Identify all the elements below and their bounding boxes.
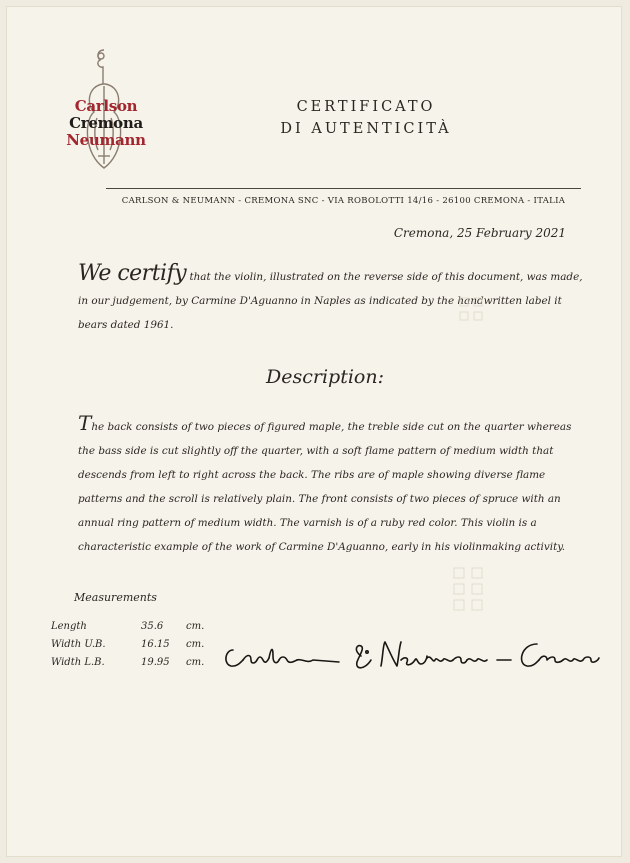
title-line-2: DI AUTENTICITÀ <box>280 121 452 137</box>
measurement-unit: cm. <box>186 639 205 650</box>
company-logo <box>56 46 156 186</box>
measurements-table <box>51 621 231 675</box>
description-dropcap: T <box>78 411 92 435</box>
certify-text: that the violin, illustrated on the reverse side of this document, was made, in our judgement, by Carmine D'Aguanno in Naples as indicated by the handwritten label it bears dated 1961. <box>78 271 583 331</box>
handwritten-signature <box>221 630 601 680</box>
embossed-stamp-icon <box>454 292 494 332</box>
embossed-stamp-icon <box>448 562 492 622</box>
description-heading: Description: <box>266 366 384 388</box>
title-line-1: CERTIFICATO <box>296 99 436 115</box>
measurement-value: 19.95 <box>141 657 170 668</box>
certify-lead: We certify <box>78 261 187 286</box>
measurement-row <box>51 639 231 657</box>
company-address: CARLSON & NEUMANN - CREMONA SNC - VIA ROBOLOTTI 14/16 - 26100 CREMONA - ITALIA <box>121 196 566 206</box>
measurements-heading: Measurements <box>74 591 157 604</box>
measurement-unit: cm. <box>186 621 205 632</box>
certification-statement <box>78 262 588 337</box>
measurement-row <box>51 621 231 639</box>
measurement-label: Width U.B. <box>51 639 106 650</box>
certificate-title <box>246 96 486 140</box>
measurement-label: Width L.B. <box>51 657 105 668</box>
measurement-label: Length <box>51 621 87 632</box>
measurement-value: 16.15 <box>141 639 170 650</box>
header-divider <box>106 188 581 189</box>
issue-date: Cremona, 25 February 2021 <box>393 226 566 240</box>
measurement-unit: cm. <box>186 657 205 668</box>
description-text: he back consists of two pieces of figured maple, the treble side cut on the quarter whereas the bass side is cut slightly off the quarter, with a soft flame pattern of medium width that descends from left to right across the back. The ribs are of maple showing diverse flame patterns and the scroll is relatively plain. The front consists of two pieces of spruce with an annual ring pattern of medium width. The varnish is of a ruby red color. This violin is a characteristic example of the work of Carmine D'Aguanno, early in his violinmaking activity. <box>78 421 572 553</box>
description-paragraph <box>78 411 588 559</box>
measurement-row <box>51 657 231 675</box>
measurement-value: 35.6 <box>141 621 164 632</box>
logo-line-cremona: Cremona <box>69 114 143 132</box>
certificate-sheet <box>6 6 622 857</box>
logo-line-neumann: Neumann <box>66 131 146 149</box>
logo-line-carlson: Carlson <box>74 97 138 115</box>
